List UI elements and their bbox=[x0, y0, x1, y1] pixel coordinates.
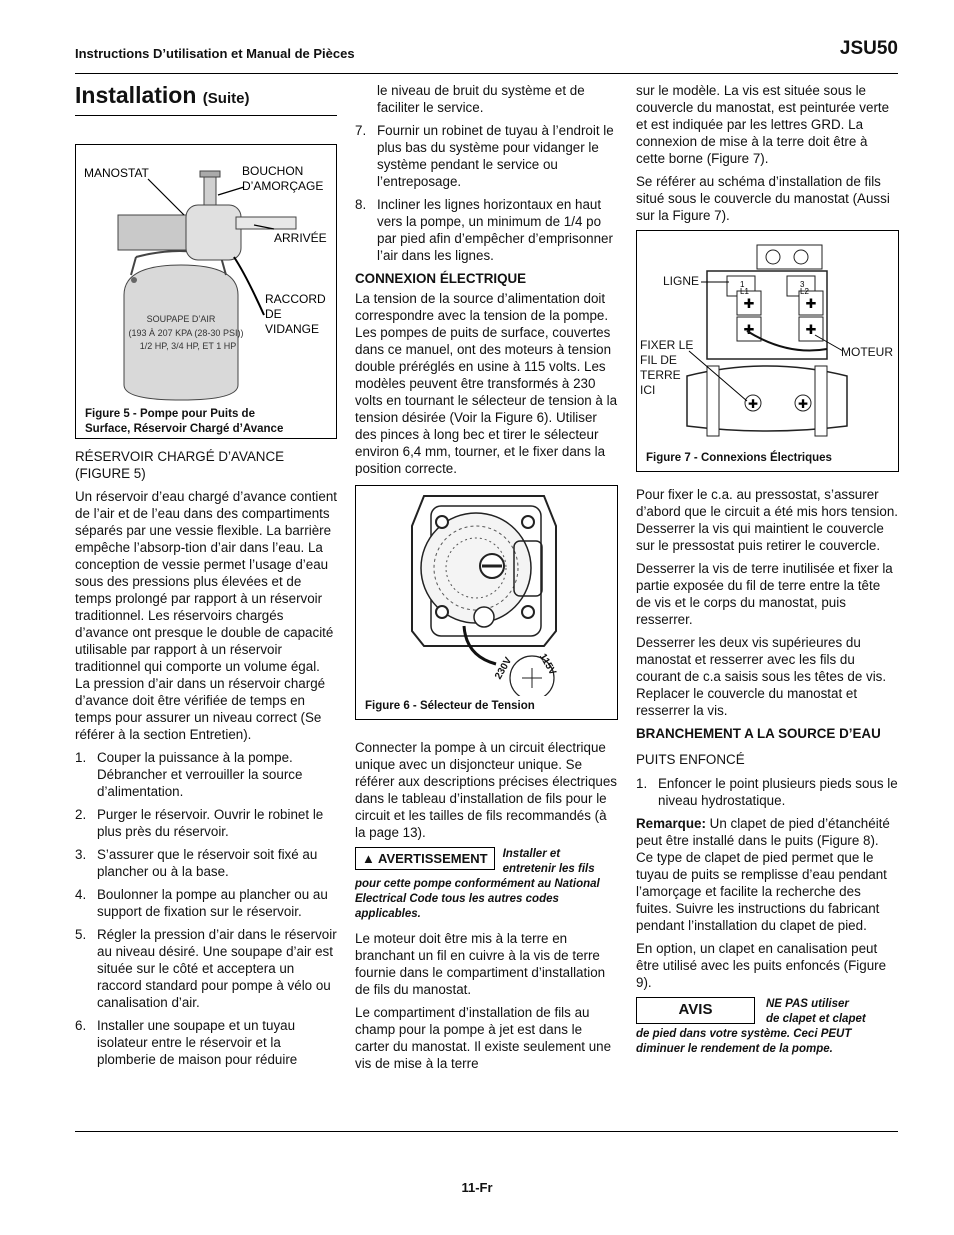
tank-label-2: (193 À 207 KPA (28-30 PSI)) bbox=[128, 328, 244, 338]
paragraph-compartiment: Le compartiment d’installation de fils au champ pour la pompe à jet est dans le carter du manostat. Il existe seulement une vis de mise à la terre bbox=[355, 1005, 612, 1071]
pump-tank-illustration bbox=[76, 145, 336, 405]
list-item: 1. Enfoncer le point plusieurs pieds sous le niveau hydrostatique. bbox=[636, 776, 898, 808]
list-item: 2. Purger le réservoir. Ouvrir le robinet le plus près du réservoir. bbox=[75, 807, 324, 839]
svg-text:✚: ✚ bbox=[747, 397, 759, 411]
figure-6 bbox=[355, 485, 618, 720]
figure-5 bbox=[75, 144, 337, 439]
svg-text:✚: ✚ bbox=[743, 322, 755, 337]
header-title: Instructions D’utilisation et Manual de Pièces bbox=[75, 46, 355, 61]
terminal-label-l1: L1 bbox=[740, 287, 749, 296]
warning-block: ▲ AVERTISSEMENT Installer et entretenir les fils pour cette pompe conformément au National Electrical Code tous les autres codes applicables. bbox=[355, 847, 618, 922]
page-number: 11-Fr bbox=[461, 1180, 493, 1195]
label-raccord-1: RACCORD bbox=[265, 292, 326, 306]
label-230v-text: 230V bbox=[493, 655, 515, 682]
figure-6-caption: Figure 6 - Sélecteur de Tension bbox=[365, 700, 535, 712]
warning-text: pour cette pompe conformément au National Electrical Code tous les autres codes applicables. bbox=[355, 878, 600, 920]
svg-text:✚: ✚ bbox=[743, 296, 755, 311]
warning-badge: ▲ AVERTISSEMENT bbox=[355, 847, 495, 870]
label-raccord-2: DE bbox=[265, 307, 282, 321]
warning-triangle-icon: ▲ bbox=[362, 851, 375, 866]
tank-label-3: 1/2 HP, 3/4 HP, ET 1 HP bbox=[139, 341, 237, 351]
title-main: Installation bbox=[75, 82, 197, 108]
label-bouchon-1: BOUCHON bbox=[242, 164, 304, 178]
notice-block: AVIS NE PAS utiliser de clapet et clapet de pied dans votre système. Ceci PEUT diminuer le rendement de la pompe. bbox=[636, 997, 898, 1057]
list-item: 3. S’assurer que le réservoir soit fixé au plancher ou à la base. bbox=[75, 847, 318, 879]
terminal-label-1: 1 bbox=[740, 280, 745, 289]
notice-text: de pied dans votre système. Ceci PEUT diminuer le rendement de la pompe. bbox=[636, 1028, 852, 1055]
steps-list-2 bbox=[355, 122, 618, 264]
model-number: JSU50 bbox=[839, 38, 898, 59]
column-3 bbox=[636, 82, 898, 1057]
svg-text:✚: ✚ bbox=[797, 397, 809, 411]
steps-list-1 bbox=[75, 749, 337, 1068]
steps-list-3 bbox=[636, 775, 898, 809]
figure-5-caption: Figure 5 - Pompe pour Puits de Surface, Réservoir Chargé d’Avance bbox=[85, 408, 284, 435]
paragraph-vis-superieures: Desserrer les deux vis supérieures du manostat et resserrer avec les fils du courant de c.a saisis sous les têtes de vis. Replacer le couvercle du manostat et resserrer la vis. bbox=[636, 635, 887, 718]
paragraph-tension: La tension de la source d’alimentation doit correspondre avec la tension de la pompe. Les pompes de puits de surface, couvertes dans ce manuel, ont des moteurs à tension double préréglés en usine à 115 volts. Les modèles peuvent être transformés à 230 volts en tournant le sélecteur de tension à la tension désirée (Voir la Figure 6). Utiliser des pinces à long bec et tirer le sélecteur environ 6,4 mm, tourner, et le fixer dans la position correcte. bbox=[355, 291, 618, 476]
paragraph-terre: Le moteur doit être mis à la terre en branchant un fil en cuivre à la vis de terre fournie dans le compartiment d’installation de fils du manostat. bbox=[355, 931, 606, 997]
column-1 bbox=[75, 82, 337, 1074]
list-item: 1. Couper la puissance à la pompe. Débrancher et verrouiller la source d’alimentation. bbox=[75, 750, 303, 799]
label-bouchon-2: D’AMORÇAGE bbox=[242, 179, 324, 193]
paragraph-circuit: Connecter la pompe à un circuit électrique unique avec un disjoncteur unique. Se référer aux descriptions précises électriques dans le tableau d’installation de fils pour le circuit et les tailles de fils recommandés (à la page 13). bbox=[355, 740, 617, 840]
terminal-label-l2: L2 bbox=[800, 287, 809, 296]
paragraph-remarque: Remarque: Un clapet de pied d’étanchéité peut être installé dans le puits (Figure 8). Ce type de clapet de pied permet que le tuyau de puits se remplisse d’eau pendant l’amorçage et facilite la recherche des fuites. Suivre les instructions du fabricant pendant l’installation du clapet de pied. bbox=[636, 816, 890, 933]
paragraph-schema: Se référer au schéma d’installation de fils situé sous le couvercle du manostat (Aussi sur la Figure 7). bbox=[636, 174, 890, 223]
heading-connexion-electrique: CONNEXION ÉLECTRIQUE bbox=[355, 271, 527, 286]
svg-text:✚: ✚ bbox=[805, 296, 817, 311]
page-header bbox=[75, 38, 898, 74]
label-moteur: MOTEUR bbox=[841, 345, 893, 359]
list-item: 4. Boulonner la pompe au plancher ou au support de fixation sur le réservoir. bbox=[75, 887, 328, 919]
label-arrivee: ARRIVÉE bbox=[274, 231, 327, 245]
svg-text:✚: ✚ bbox=[805, 322, 817, 337]
paragraph-reservoir: Un réservoir d’eau chargé d’avance contient de l’air et de l’eau dans des compartiments séparés par une vessie flexible. La barrière empêche l’absorp-tion d’air dans l’eau. La conception de vessie permet l’usage d’eau sous des pressions plus élevées et de temps prolongé par rapport à un réservoir traditionnel. Les réservoirs chargés d’avance ont presque le double de capacité utilisable par rapport à un réservoir traditionnel qui comporte un volume égal. La pression d’air dans un réservoir chargé d’avance doit être vérifiée de temps en temps pour assurer un niveau correct (Se référer à la section Entretien). bbox=[75, 489, 338, 742]
label-manostat: MANOSTAT bbox=[84, 166, 149, 180]
paragraph-continued-3: sur le modèle. La vis est située sous le couvercle du manostat, est peinturée verte et est indiquée par les lettres GRD. La connexion de mise à la terre doit être à cette borne (Figure 7). bbox=[636, 83, 890, 166]
footer-rule bbox=[75, 1131, 898, 1132]
notice-badge: AVIS bbox=[636, 997, 755, 1024]
paragraph-option: En option, un clapet en canalisation peut être utilisé avec les puits enfoncés (Figure 9). bbox=[636, 941, 887, 990]
list-item: 7. Fournir un robinet de tuyau à l’endroit le plus bas du système pour vidanger le système pendant le service ou l’entreposage. bbox=[355, 123, 614, 189]
paragraph-vis-terre: Desserrer la vis de terre inutilisée et fixer la partie exposée du fil de terre entre la tête de vis et le corps du manostat, puis resserrer. bbox=[636, 561, 893, 627]
paragraph-continued: le niveau de bruit du système et de faciliter le service. bbox=[377, 83, 585, 115]
list-item: 5. Régler la pression d’air dans le réservoir au niveau désiré. Une soupape d’air est située sur le côté et acceptera un raccord standard pour pompe à vélo ou canalisation d’air. bbox=[75, 927, 337, 1010]
label-raccord-3: VIDANGE bbox=[265, 322, 320, 336]
list-item: 8. Incliner les lignes horizontaux en haut vers la pompe, un minimum de 1/4 po par pied afin d’empêcher d’emprisonner l’air dans les lignes. bbox=[355, 197, 613, 263]
tank-label-1: SOUPAPE D’AIR bbox=[146, 314, 216, 324]
subheading-puits: PUITS ENFONCÉ bbox=[636, 752, 745, 767]
column-2 bbox=[355, 82, 618, 1078]
label-115v-text: 115V bbox=[536, 651, 558, 678]
section-title bbox=[75, 82, 337, 116]
label-fixer: FIXER LE FIL DE TERRE ICI bbox=[640, 338, 694, 397]
figure-7 bbox=[636, 230, 899, 472]
heading-branchement: BRANCHEMENT A LA SOURCE D’EAU bbox=[636, 726, 881, 741]
label-ligne: LIGNE bbox=[663, 274, 700, 288]
voltage-selector-illustration bbox=[356, 486, 617, 696]
subheading-reservoir: RÉSERVOIR CHARGÉ D’AVANCE (FIGURE 5) bbox=[75, 449, 285, 481]
paragraph-fixer-ca: Pour fixer le c.a. au pressostat, s’assurer d’abord que le circuit a été mis hors tension. Desserrer la vis qui maintient le couvercle sur le pressostat puis retirer le couvercle. bbox=[636, 487, 899, 553]
list-item: 6. Installer une soupape et un tuyau isolateur entre le réservoir et la plomberie de maison pour réduire bbox=[75, 1018, 298, 1067]
title-suffix: (Suite) bbox=[202, 90, 250, 107]
terminal-label-3: 3 bbox=[800, 280, 805, 289]
figure-7-caption: Figure 7 - Connexions Électriques bbox=[646, 452, 832, 464]
